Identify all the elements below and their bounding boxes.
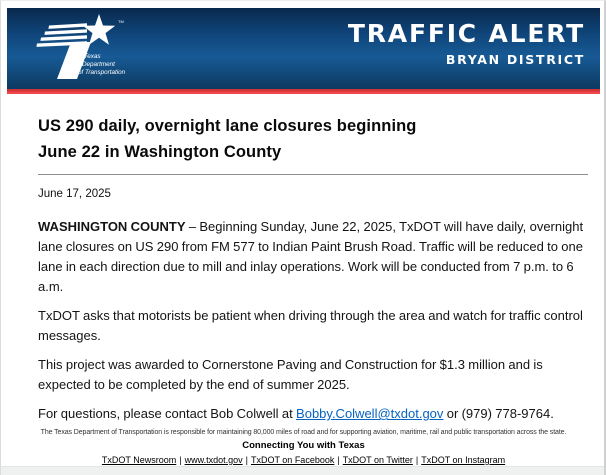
footer-tagline: Connecting You with Texas	[242, 440, 365, 451]
logo-trademark: TM	[118, 19, 124, 24]
svg-text:Texas: Texas	[84, 53, 101, 60]
logo-wordmark	[78, 53, 126, 76]
traffic-alert-title: TRAFFIC ALERT	[347, 19, 585, 48]
footer-link-www-txdot-gov[interactable]: www.txdot.gov	[184, 455, 243, 465]
headline-line-2: June 22 in Washington County	[38, 143, 282, 161]
article-body	[7, 94, 600, 424]
publish-date: June 17, 2025	[38, 188, 111, 200]
logo-star-icon	[83, 14, 115, 45]
headline-line-1: US 290 daily, overnight lane closures beginning	[38, 117, 417, 135]
headline-divider	[38, 174, 588, 175]
link-separator: |	[245, 455, 248, 465]
paragraph-motorist-advice: TxDOT asks that motorists be patient when driving through the area and watch for traffic control messages.	[38, 308, 583, 343]
county-label: WASHINGTON COUNTY	[38, 219, 186, 234]
footer-links	[7, 455, 600, 465]
contact-email-link[interactable]: Bobby.Colwell@txdot.gov	[296, 406, 444, 421]
headline	[38, 113, 590, 165]
bottom-gray-strip	[1, 466, 604, 475]
link-separator: |	[415, 455, 419, 465]
paragraph-contact	[38, 404, 588, 424]
paragraph-project-award: This project was awarded to Cornerstone Paving and Construction for $1.3 million and is expected to be completed by the end of summer 2025.	[38, 357, 543, 392]
contact-text-before: For questions, please contact Bob Colwell at	[38, 406, 297, 421]
paragraph-closure-details	[38, 217, 588, 297]
contact-text-after: or (979) 778-9764.	[443, 406, 554, 421]
alert-header	[7, 8, 600, 89]
paragraph-closure-text: – Beginning Sunday, June 22, 2025, TxDOT will have daily, overnight lane closures on US 290 from FM 577 to Indian Paint Brush Road. Traffic will be reduced to one lane in each direction due to mill and inlay operations. Work will be conducted from 7 p.m. to 6 a.m.	[38, 219, 584, 294]
link-separator: |	[337, 455, 340, 465]
email-page	[7, 8, 600, 467]
link-separator: |	[179, 455, 182, 465]
footer-link-txdot-on-twitter[interactable]: TxDOT on Twitter	[342, 455, 413, 465]
footer-disclaimer: The Texas Department of Transportation is responsible for maintaining 80,000 miles of road and for supporting aviation, maritime, rail and public transportation across the state.	[40, 429, 567, 436]
email-footer	[7, 429, 600, 465]
footer-link-txdot-on-facebook[interactable]: TxDOT on Facebook	[250, 455, 335, 465]
footer-link-txdot-newsroom[interactable]: TxDOT Newsroom	[101, 455, 177, 465]
svg-text:of Transportation: of Transportation	[78, 69, 126, 76]
district-label: BRYAN DISTRICT	[445, 51, 585, 67]
txdot-logo-icon	[27, 13, 139, 83]
header-text	[348, 20, 585, 67]
svg-text:Department: Department	[82, 61, 115, 68]
footer-link-txdot-on-instagram[interactable]: TxDOT on Instagram	[421, 455, 506, 465]
